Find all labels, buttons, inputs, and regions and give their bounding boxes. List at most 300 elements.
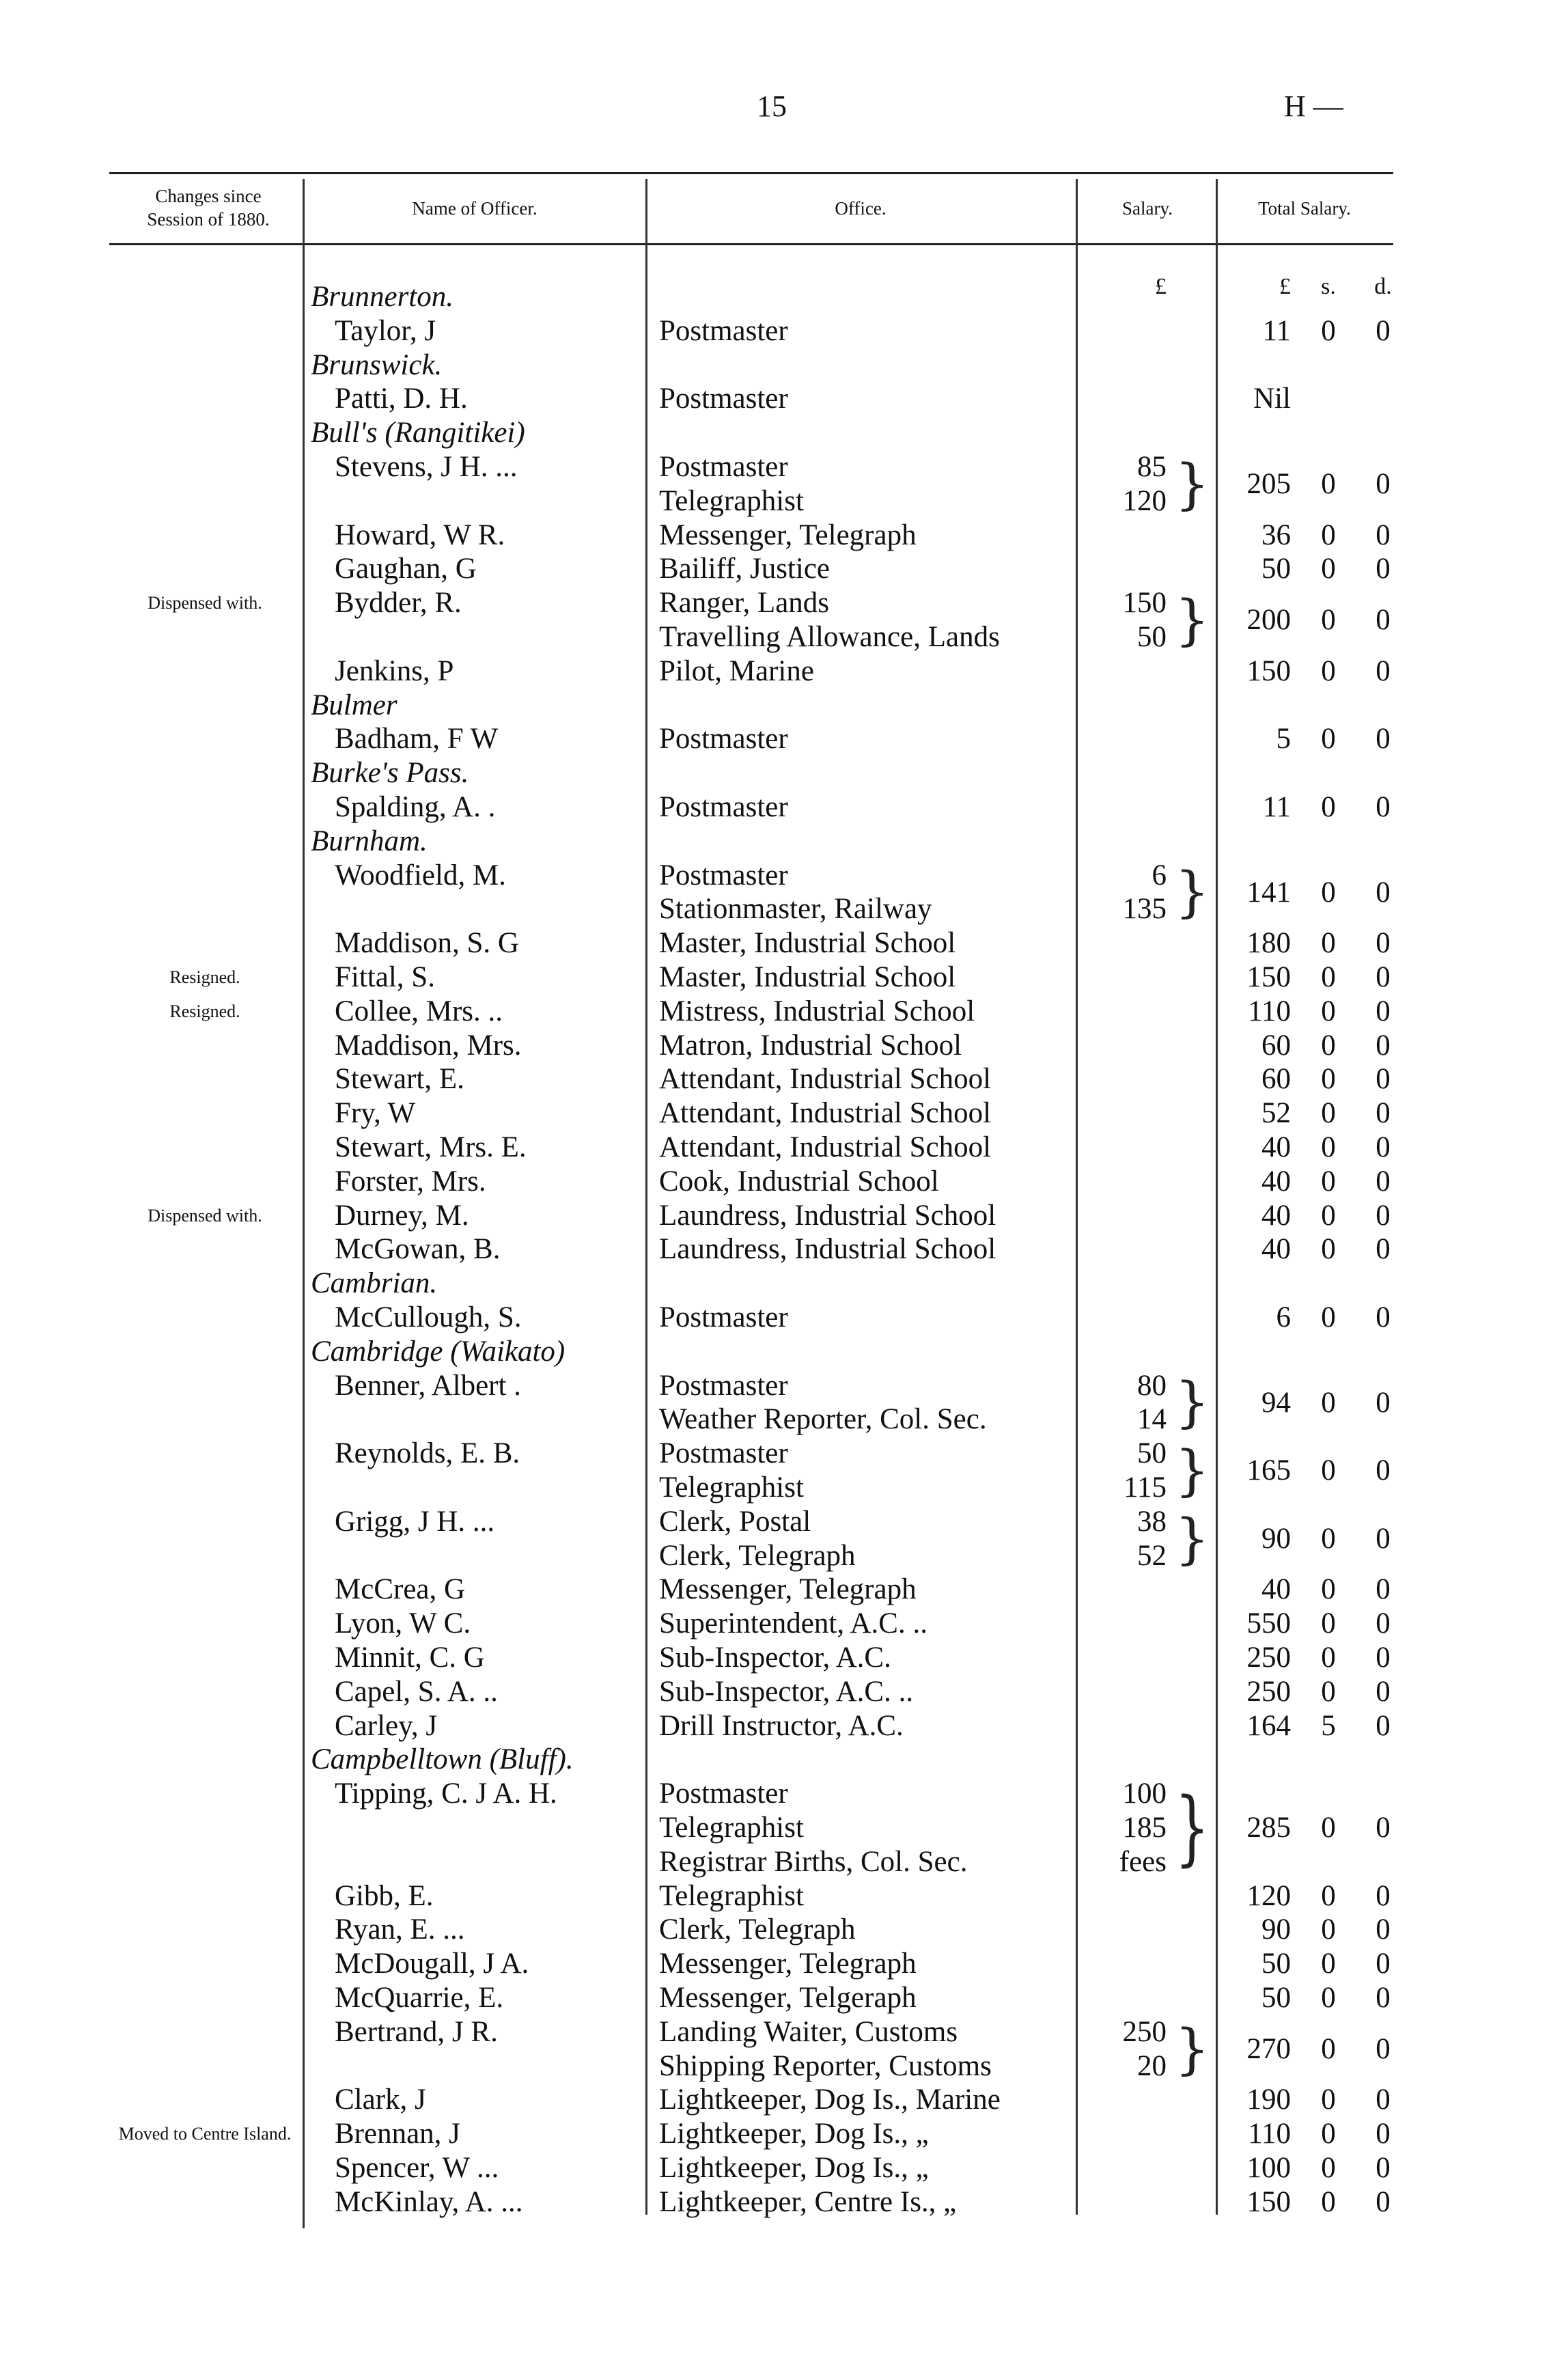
office-title: Bailiff, Justice: [659, 553, 831, 585]
total-pence: 0: [1376, 1607, 1391, 1640]
office-title: Laundress, Industrial School: [659, 1233, 996, 1266]
total-pounds: Nil: [1253, 383, 1291, 415]
town-heading: Bull's (Rangitikei): [311, 417, 525, 449]
office-title: Postmaster: [659, 723, 788, 756]
office-title: Postmaster: [659, 1369, 788, 1402]
office-title: Telegraphist: [659, 1471, 804, 1504]
total-pence: 0: [1376, 1812, 1391, 1844]
total-shillings: 0: [1321, 1131, 1336, 1163]
salary-value: 52: [1137, 1539, 1167, 1572]
total-pence: 0: [1376, 467, 1391, 500]
table-row: [0, 1232, 1549, 1267]
officer-name: Fry, W: [335, 1097, 416, 1130]
total-pence: 0: [1376, 927, 1391, 960]
group-total-row: [0, 1454, 1549, 1488]
total-shillings: 0: [1321, 1948, 1336, 1980]
total-shillings: 0: [1321, 1301, 1336, 1333]
total-shillings: 0: [1321, 1454, 1336, 1487]
town-heading: Cambrian.: [311, 1267, 438, 1300]
office-title: Superintendent, A.C. ..: [659, 1607, 927, 1640]
total-pounds: 550: [1246, 1607, 1291, 1640]
bracket-brace: }: [1175, 1780, 1210, 1875]
total-pence: 0: [1376, 1879, 1391, 1912]
total-shillings: 0: [1321, 467, 1336, 500]
total-pence: 0: [1376, 1097, 1391, 1130]
office-title: Pilot, Marine: [659, 654, 814, 687]
change-note: Resigned.: [169, 967, 240, 987]
officer-name: McKinlay, A. ...: [335, 2185, 523, 2218]
total-shillings: 5: [1321, 1709, 1336, 1742]
total-shillings: 0: [1321, 723, 1336, 756]
total-shillings: 0: [1321, 1233, 1336, 1266]
bracket-brace: }: [1175, 2017, 1210, 2081]
officer-name: McGowan, B.: [335, 1233, 501, 1266]
office-title: Registrar Births, Col. Sec.: [659, 1845, 968, 1878]
total-pence: 0: [1376, 1573, 1391, 1606]
total-pence: 0: [1376, 1063, 1391, 1096]
total-shillings: 0: [1321, 1607, 1336, 1640]
salary-value: 50: [1137, 1437, 1167, 1470]
officer-name: Benner, Albert .: [335, 1369, 521, 1402]
salary-value: 120: [1122, 484, 1167, 517]
total-pence: 0: [1376, 995, 1391, 1027]
officer-name: Patti, D. H.: [335, 383, 468, 415]
total-shillings: 0: [1321, 1165, 1336, 1198]
town-heading: Brunnerton.: [311, 281, 454, 313]
office-title: Telegraphist: [659, 1879, 804, 1912]
total-shillings: 0: [1321, 604, 1336, 637]
total-pence: 0: [1376, 1675, 1391, 1708]
total-shillings: 0: [1321, 1913, 1336, 1946]
officer-name: Stewart, Mrs. E.: [335, 1131, 527, 1163]
salary-value: 80: [1137, 1369, 1167, 1402]
office-title: Postmaster: [659, 1777, 788, 1810]
group-total-row: [0, 2032, 1549, 2066]
group-total-row: [0, 1522, 1549, 1556]
table-row: [0, 1947, 1549, 1981]
salary-value: 115: [1124, 1471, 1167, 1504]
total-pounds: 110: [1248, 995, 1291, 1027]
office-title: Shipping Reporter, Customs: [659, 2049, 992, 2082]
bracket-brace: }: [1175, 1370, 1210, 1435]
total-shillings: 0: [1321, 518, 1336, 551]
salary-value: 185: [1122, 1812, 1167, 1844]
total-pounds: 60: [1261, 1029, 1291, 1062]
total-pounds: 40: [1261, 1233, 1291, 1266]
officer-name: Woodfield, M.: [335, 859, 506, 891]
salary-value: 150: [1122, 587, 1167, 620]
officer-name: Ryan, E. ...: [335, 1913, 465, 1946]
total-shillings: 0: [1321, 1675, 1336, 1708]
officer-name: Lyon, W C.: [335, 1607, 471, 1640]
salary-value: 135: [1122, 893, 1167, 926]
total-pence: 0: [1376, 1948, 1391, 1980]
shillings-label: s.: [1321, 274, 1336, 299]
table-row: [0, 2185, 1549, 2219]
office-title: Weather Reporter, Col. Sec.: [659, 1403, 987, 1436]
total-pounds: 6: [1276, 1301, 1291, 1333]
total-pounds: 40: [1261, 1199, 1291, 1232]
office-title: Postmaster: [659, 314, 788, 347]
table-row: [0, 1029, 1549, 1063]
office-title: Travelling Allowance, Lands: [659, 621, 1000, 653]
group-total-row: [0, 603, 1549, 637]
table-row: [0, 1131, 1549, 1165]
table-row: [0, 1301, 1549, 1335]
total-pounds: 190: [1246, 2084, 1291, 2116]
total-shillings: 0: [1321, 1812, 1336, 1844]
office-title: Cook, Industrial School: [659, 1165, 939, 1198]
table-row: [0, 1096, 1549, 1131]
office-title: Lightkeeper, Centre Is., „: [659, 2185, 957, 2218]
total-pence: 0: [1376, 553, 1391, 585]
office-title: Telegraphist: [659, 484, 804, 517]
office-title: Clerk, Telegraph: [659, 1913, 856, 1946]
page-number: 15: [757, 89, 787, 123]
total-shillings: 0: [1321, 1029, 1336, 1062]
table-row: [0, 280, 1549, 314]
table-row: [0, 314, 1549, 348]
bracket-brace: }: [1175, 452, 1210, 516]
office-title: Matron, Industrial School: [659, 1029, 962, 1062]
office-title: Clerk, Telegraph: [659, 1539, 856, 1572]
total-shillings: 0: [1321, 1879, 1336, 1912]
change-note: Resigned.: [169, 1001, 240, 1021]
total-pence: 0: [1376, 604, 1391, 637]
total-pence: 0: [1376, 1233, 1391, 1266]
salary-value: 250: [1122, 2015, 1167, 2048]
office-title: Laundress, Industrial School: [659, 1199, 996, 1232]
salary-value: 85: [1137, 451, 1167, 483]
table-row: [0, 1709, 1549, 1743]
total-shillings: 0: [1321, 1642, 1336, 1674]
office-title: Postmaster: [659, 451, 788, 483]
table-row: [0, 790, 1549, 825]
town-heading: Campbelltown (Bluff).: [311, 1743, 574, 1776]
total-pence: 0: [1376, 1165, 1391, 1198]
total-pence: 0: [1376, 791, 1391, 823]
bracket-brace: }: [1175, 588, 1210, 652]
table-row: [0, 518, 1549, 553]
office-title: Postmaster: [659, 383, 788, 415]
officer-name: Fittal, S.: [335, 961, 435, 993]
total-shillings: 0: [1321, 1386, 1336, 1419]
table-row: [0, 1845, 1549, 1879]
officer-name: Carley, J: [335, 1709, 438, 1742]
change-note: Dispensed with.: [148, 1205, 262, 1226]
total-shillings: 0: [1321, 1982, 1336, 2014]
officer-name: Taylor, J: [335, 314, 436, 347]
total-shillings: 0: [1321, 2118, 1336, 2150]
total-pence: 0: [1376, 1454, 1391, 1487]
table-row: [0, 1641, 1549, 1675]
salary-value: 14: [1137, 1403, 1167, 1436]
officer-name: Grigg, J H. ...: [335, 1505, 495, 1538]
office-title: Sub-Inspector, A.C.: [659, 1642, 891, 1674]
group-total-row: [0, 1386, 1549, 1420]
total-pounds: 150: [1246, 2185, 1291, 2218]
office-title: Drill Instructor, A.C.: [659, 1709, 904, 1742]
officer-name: Stewart, E.: [335, 1063, 464, 1096]
table-row: [0, 2151, 1549, 2185]
total-shillings: 0: [1321, 1522, 1336, 1555]
total-shillings: 0: [1321, 1063, 1336, 1096]
total-pounds: 5: [1276, 723, 1291, 756]
total-pounds: 40: [1261, 1573, 1291, 1606]
total-pence: 0: [1376, 1199, 1391, 1232]
total-pence: 0: [1376, 314, 1391, 347]
pence-label: d.: [1374, 274, 1392, 299]
total-pounds: 100: [1246, 2152, 1291, 2184]
change-note: Dispensed with.: [148, 593, 262, 613]
officer-name: Durney, M.: [335, 1199, 469, 1232]
table-row: [0, 926, 1549, 960]
header-office: Office.: [835, 198, 887, 219]
table-row: [0, 960, 1549, 995]
table-row: [0, 1267, 1549, 1301]
total-pence: 0: [1376, 1982, 1391, 2014]
office-title: Landing Waiter, Customs: [659, 2015, 958, 2048]
total-pence: 0: [1376, 723, 1391, 756]
salary-value: 6: [1152, 859, 1167, 891]
officer-name: Collee, Mrs. ..: [335, 995, 503, 1027]
office-title: Attendant, Industrial School: [659, 1131, 992, 1163]
table-row: [0, 1743, 1549, 1777]
table-row: [0, 1199, 1549, 1233]
office-title: Lightkeeper, Dog Is., „: [659, 2152, 929, 2184]
officer-name: McDougall, J A.: [335, 1948, 529, 1980]
total-pounds: 11: [1262, 314, 1291, 347]
table-row: [0, 552, 1549, 586]
table-row: [0, 1981, 1549, 2015]
officer-name: Badham, F W: [335, 723, 499, 756]
total-shillings: 0: [1321, 2032, 1336, 2065]
total-shillings: 0: [1321, 654, 1336, 687]
office-title: Lightkeeper, Dog Is., Marine: [659, 2084, 1001, 2116]
town-heading: Brunswick.: [311, 348, 443, 381]
total-pence: 0: [1376, 2032, 1391, 2065]
office-title: Telegraphist: [659, 1812, 804, 1844]
office-title: Postmaster: [659, 1301, 788, 1333]
officer-name: Maddison, S. G: [335, 927, 519, 960]
office-title: Attendant, Industrial School: [659, 1063, 992, 1096]
total-pounds: 141: [1246, 876, 1291, 909]
table-row: [0, 1335, 1549, 1369]
total-pence: 0: [1376, 1913, 1391, 1946]
officer-name: McQuarrie, E.: [335, 1982, 504, 2014]
table-row: [0, 654, 1549, 689]
officer-name: Spalding, A. .: [335, 791, 496, 823]
officer-name: Capel, S. A. ..: [335, 1675, 498, 1708]
table-row: [0, 722, 1549, 756]
officer-name: McCrea, G: [335, 1573, 466, 1606]
officer-name: Brennan, J: [335, 2118, 460, 2150]
town-heading: Burnham.: [311, 825, 428, 857]
office-title: Ranger, Lands: [659, 587, 830, 620]
table-row: [0, 382, 1549, 416]
change-note: Moved to Centre Island.: [118, 2124, 292, 2144]
total-pence: 0: [1376, 876, 1391, 909]
table-row: [0, 1879, 1549, 1913]
total-shillings: 0: [1321, 1573, 1336, 1606]
total-pounds: 205: [1246, 467, 1291, 500]
bracket-brace: }: [1175, 860, 1210, 924]
total-pounds: 50: [1261, 553, 1291, 585]
total-pence: 0: [1376, 2185, 1391, 2218]
total-pence: 0: [1376, 961, 1391, 993]
total-pence: 0: [1376, 2118, 1391, 2150]
total-pounds: 110: [1248, 2118, 1291, 2150]
town-heading: Cambridge (Waikato): [311, 1335, 566, 1368]
header-name: Name of Officer.: [412, 198, 538, 219]
office-title: Master, Industrial School: [659, 961, 956, 993]
salary-pound-sign: £: [1155, 274, 1167, 299]
total-pounds: 270: [1246, 2032, 1291, 2065]
table-row: [0, 348, 1549, 383]
total-pounds: 90: [1261, 1913, 1291, 1946]
office-title: Postmaster: [659, 859, 788, 891]
total-shillings: 0: [1321, 553, 1336, 585]
total-pence: 0: [1376, 1642, 1391, 1674]
total-pence: 0: [1376, 1301, 1391, 1333]
officer-name: Forster, Mrs.: [335, 1165, 486, 1198]
group-total-row: [0, 467, 1549, 501]
table-row: [0, 689, 1549, 723]
total-shillings: 0: [1321, 961, 1336, 993]
total-pounds: 164: [1246, 1709, 1291, 1742]
officer-name: Gibb, E.: [335, 1879, 434, 1912]
officer-name: Minnit, C. G: [335, 1642, 485, 1674]
total-pounds: 250: [1246, 1675, 1291, 1708]
table-row: [0, 995, 1549, 1029]
total-pounds: 120: [1246, 1879, 1291, 1912]
table-row: [0, 1675, 1549, 1709]
total-shillings: 0: [1321, 995, 1336, 1027]
total-pounds: 40: [1261, 1165, 1291, 1198]
office-title: Lightkeeper, Dog Is., „: [659, 2118, 929, 2150]
office-title: Sub-Inspector, A.C. ..: [659, 1675, 914, 1708]
town-heading: Bulmer: [311, 689, 397, 721]
office-title: Messenger, Telegraph: [659, 1948, 917, 1980]
total-pounds: 50: [1261, 1948, 1291, 1980]
total-shillings: 0: [1321, 314, 1336, 347]
office-title: Attendant, Industrial School: [659, 1097, 992, 1130]
group-total-row: [0, 1811, 1549, 1845]
total-shillings: 0: [1321, 2185, 1336, 2218]
total-shillings: 0: [1321, 1097, 1336, 1130]
total-pence: 0: [1376, 2152, 1391, 2184]
officer-name: Maddison, Mrs.: [335, 1029, 522, 1062]
total-pence: 0: [1376, 1131, 1391, 1163]
salary-value: 50: [1137, 621, 1167, 653]
salary-value: fees: [1119, 1845, 1167, 1878]
total-pounds: 40: [1261, 1131, 1291, 1163]
office-title: Clerk, Postal: [659, 1505, 811, 1538]
header-salary: Salary.: [1122, 198, 1173, 219]
salary-value: 38: [1137, 1505, 1167, 1538]
officer-name: Gaughan, G: [335, 553, 477, 585]
officer-name: Bydder, R.: [335, 587, 462, 620]
officer-name: McCullough, S.: [335, 1301, 522, 1333]
office-title: Messenger, Telegraph: [659, 1573, 917, 1606]
total-pence: 0: [1376, 1029, 1391, 1062]
total-shillings: 0: [1321, 2152, 1336, 2184]
total-pounds: 11: [1262, 791, 1291, 823]
table-row: [0, 1062, 1549, 1096]
officer-name: Tipping, C. J A. H.: [335, 1777, 557, 1810]
total-pence: 0: [1376, 2084, 1391, 2116]
total-shillings: 0: [1321, 1199, 1336, 1232]
office-title: Messenger, Telegraph: [659, 518, 917, 551]
total-pence: 0: [1376, 518, 1391, 551]
officer-name: Spencer, W ...: [335, 2152, 499, 2184]
office-title: Postmaster: [659, 1437, 788, 1470]
total-pounds: 94: [1261, 1386, 1291, 1419]
table-row: [0, 1777, 1549, 1811]
header-changes: Changes since Session of 1880.: [147, 186, 270, 230]
table-row: [0, 416, 1549, 450]
officer-name: Reynolds, E. B.: [335, 1437, 520, 1470]
header-total: Total Salary.: [1258, 198, 1351, 219]
total-pence: 0: [1376, 1386, 1391, 1419]
table-row: [0, 825, 1549, 859]
office-title: Messenger, Telgeraph: [659, 1982, 917, 2014]
total-pounds: 150: [1246, 654, 1291, 687]
total-pounds: 52: [1261, 1097, 1291, 1130]
officer-name: Clark, J: [335, 2084, 426, 2116]
officer-name: Howard, W R.: [335, 518, 505, 551]
office-title: Master, Industrial School: [659, 927, 956, 960]
officer-name: Bertrand, J R.: [335, 2015, 498, 2048]
total-pounds: 200: [1246, 604, 1291, 637]
town-heading: Burke's Pass.: [311, 757, 469, 790]
total-pounds: 50: [1261, 1982, 1291, 2014]
total-shillings: 0: [1321, 927, 1336, 960]
total-shillings: 0: [1321, 2084, 1336, 2116]
table-row: [0, 756, 1549, 790]
salary-value: 20: [1137, 2049, 1167, 2082]
total-pence: 0: [1376, 1522, 1391, 1555]
total-pounds: 60: [1261, 1063, 1291, 1096]
total-pounds: 165: [1246, 1454, 1291, 1487]
office-title: Postmaster: [659, 791, 788, 823]
office-title: Stationmaster, Railway: [659, 893, 932, 926]
total-pounds: 250: [1246, 1642, 1291, 1674]
group-total-row: [0, 876, 1549, 910]
office-title: Mistress, Industrial School: [659, 995, 975, 1027]
table-row: [0, 1607, 1549, 1641]
total-pounds: 36: [1261, 518, 1291, 551]
series-marker: H —: [1284, 89, 1343, 123]
salary-value: 100: [1122, 1777, 1167, 1810]
bracket-brace: }: [1175, 1506, 1210, 1570]
table-row: [0, 1573, 1549, 1607]
total-shillings: 0: [1321, 876, 1336, 909]
officer-name: Stevens, J H. ...: [335, 451, 518, 483]
total-pounds: 285: [1246, 1812, 1291, 1844]
total-shillings: 0: [1321, 791, 1336, 823]
table-row: [0, 1913, 1549, 1947]
total-pounds: 150: [1246, 961, 1291, 993]
table-row: [0, 2083, 1549, 2117]
table-row: [0, 2117, 1549, 2151]
bracket-brace: }: [1175, 1439, 1210, 1502]
total-pounds: 90: [1261, 1522, 1291, 1555]
total-pence: 0: [1376, 1709, 1391, 1742]
total-pence: 0: [1376, 654, 1391, 687]
total-pounds: 180: [1246, 927, 1291, 960]
total-pound-sign: £: [1279, 274, 1291, 299]
